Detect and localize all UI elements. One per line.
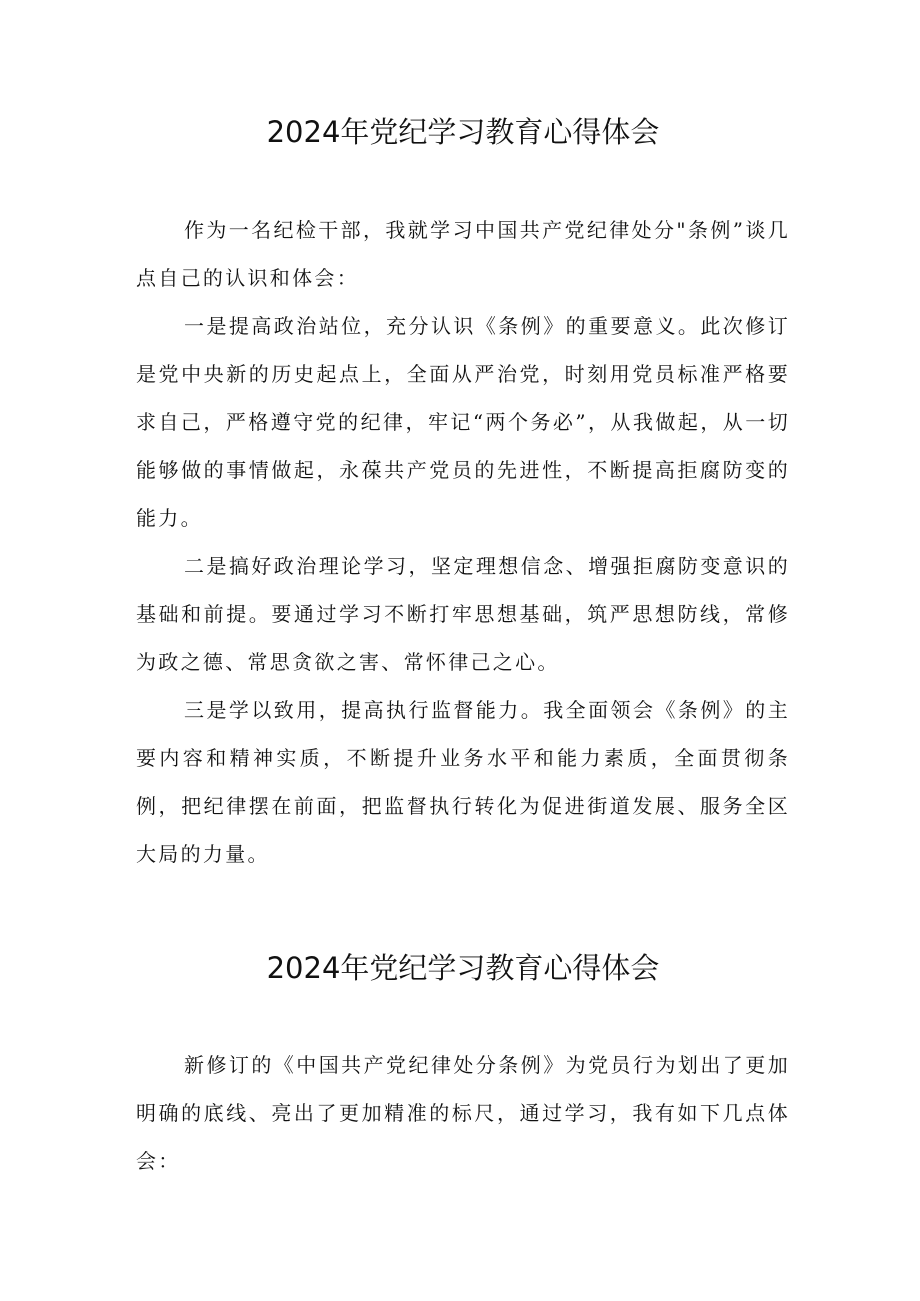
article-body [136,1041,790,1185]
article-title: 2024年党纪学习教育心得体会 [266,951,660,985]
article-2 [136,948,790,1185]
article-title: 2024年党纪学习教育心得体会 [266,115,660,149]
paragraph-point-1: 一是提高政治站位，充分认识《条例》的重要意义。此次修订是党中央新的历史起点上，全面从严治党，时刻用党员标准严格要求自己，严格遵守党的纪律，牢记“两个务必”，从我做起，从一切能够做的事情做起，永葆共产党员的先进性，不断提高拒腐防变的能力。 [136,314,790,530]
paragraph-point-3: 三是学以致用，提高执行监督能力。我全面领会《条例》的主要内容和精神实质，不断提升业务水平和能力素质，全面贯彻条例，把纪律摆在前面，把监督执行转化为促进街道发展、服务全区大局的力量。 [136,698,790,866]
article-1 [136,112,790,878]
paragraph-point-2: 二是搞好政治理论学习，坚定理想信念、增强拒腐防变意识的基础和前提。要通过学习不断打牢思想基础，筑严思想防线，常修为政之德、常思贪欲之害、常怀律己之心。 [136,554,790,674]
paragraph-intro: 新修订的《中国共产党纪律处分条例》为党员行为划出了更加明确的底线、亮出了更加精准的标尺，通过学习，我有如下几点体会： [136,1053,790,1173]
paragraph-intro: 作为一名纪检干部，我就学习中国共产党纪律处分"条例”谈几点自己的认识和体会： [136,218,790,290]
article-body [136,206,790,878]
